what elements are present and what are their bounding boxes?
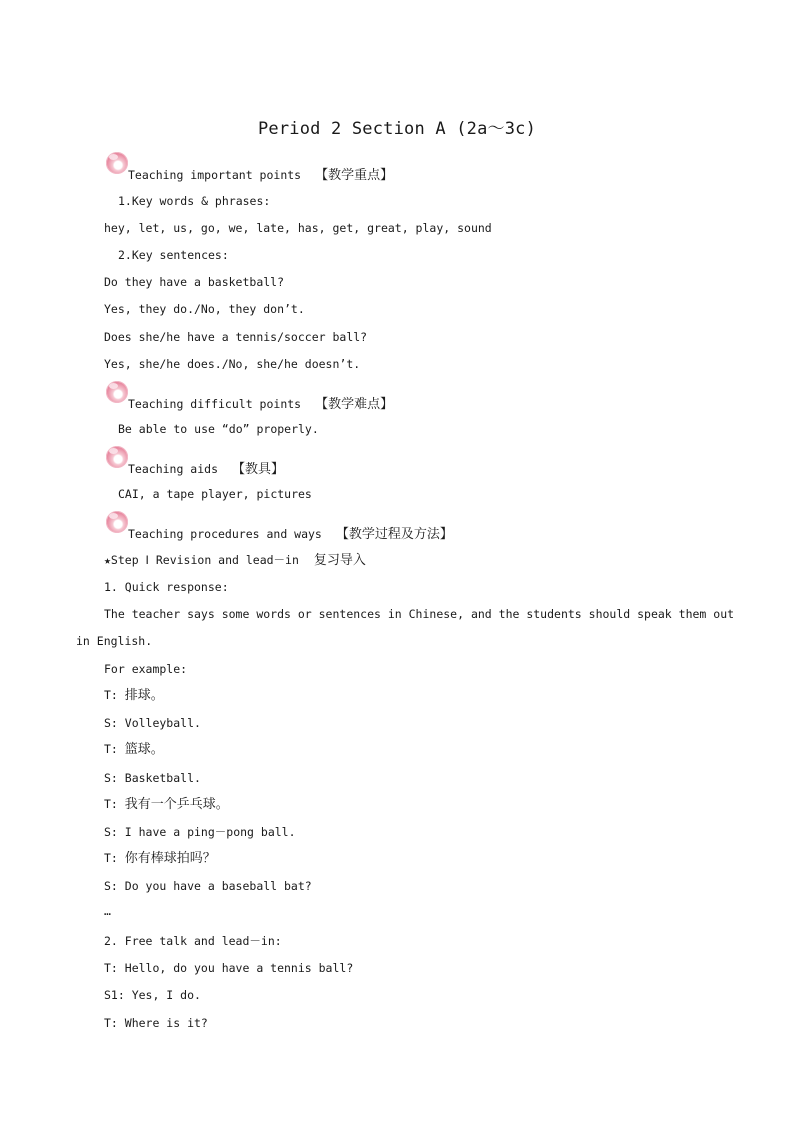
dialogue-line-student: S: Basketball. bbox=[104, 771, 201, 785]
key-words-list: hey, let, us, go, we, late, has, get, great, play, sound bbox=[104, 221, 492, 235]
section-heading-important bbox=[128, 164, 393, 183]
section-label-zh: 【教学重点】 bbox=[315, 168, 394, 183]
for-example: For example: bbox=[104, 662, 188, 676]
dialogue-text-zh: 篮球。 bbox=[124, 742, 164, 757]
section-heading-difficult bbox=[128, 393, 393, 412]
dialogue-line-teacher: T: Where is it? bbox=[104, 1016, 208, 1030]
difficult-text: Be able to use “do” properly. bbox=[118, 422, 319, 436]
speaker-prefix: T: bbox=[104, 797, 125, 811]
dialogue-line-student: S: I have a ping－pong ball. bbox=[104, 825, 296, 839]
flower-bullet-icon bbox=[106, 511, 128, 533]
section-label: Teaching difficult points bbox=[128, 397, 302, 411]
page-title: Period 2 Section A (2a～3c) bbox=[257, 119, 537, 139]
step-heading bbox=[104, 552, 366, 569]
key-sentence: Does she/he have a tennis/soccer ball? bbox=[104, 330, 368, 344]
dialogue-line-teacher bbox=[104, 687, 164, 704]
dialogue-line-student: S: Volleyball. bbox=[104, 716, 201, 730]
flower-bullet-icon bbox=[106, 152, 128, 174]
section-label: Teaching procedures and ways bbox=[128, 527, 322, 541]
section-label: Teaching aids bbox=[128, 462, 219, 476]
speaker-prefix: T: bbox=[104, 688, 125, 702]
dialogue-text-zh: 你有棒球拍吗？ bbox=[124, 851, 216, 866]
dialogue-line-teacher: T: Hello, do you have a tennis ball? bbox=[104, 961, 354, 975]
dialogue-text-zh: 我有一个乒乓球。 bbox=[124, 797, 229, 812]
step-heading-en: ★Step Ⅰ Revision and lead－in bbox=[104, 553, 299, 567]
key-words-title: 1.Key words & phrases: bbox=[118, 194, 271, 208]
key-sentences-title: 2.Key sentences: bbox=[118, 248, 229, 262]
section-label-zh: 【教学难点】 bbox=[315, 397, 394, 412]
step-heading-zh: 复习导入 bbox=[313, 553, 366, 568]
dialogue-line-teacher bbox=[104, 796, 229, 813]
section-label: Teaching important points bbox=[128, 168, 302, 182]
speaker-prefix: T: bbox=[104, 851, 125, 865]
dialogue-line-student: S: Do you have a baseball bat? bbox=[104, 879, 312, 893]
dialogue-line-teacher bbox=[104, 850, 216, 867]
section-label-zh: 【教具】 bbox=[232, 462, 285, 477]
paragraph-line: The teacher says some words or sentences in Chinese, and the students should speak them out bbox=[104, 607, 735, 621]
key-sentence: Yes, they do./No, they don’t. bbox=[104, 302, 305, 316]
ellipsis: … bbox=[104, 904, 111, 918]
paragraph-line: in English. bbox=[76, 634, 153, 648]
dialogue-text-zh: 排球。 bbox=[124, 688, 164, 703]
dialogue-line-teacher bbox=[104, 741, 164, 758]
key-sentence: Do they have a basketball? bbox=[104, 275, 285, 289]
aids-text: CAI, a tape player, pictures bbox=[118, 487, 312, 501]
section-label-zh: 【教学过程及方法】 bbox=[335, 527, 453, 542]
free-talk-title: 2. Free talk and lead－in: bbox=[104, 934, 282, 948]
dialogue-line-student: S1: Yes, I do. bbox=[104, 988, 201, 1002]
section-heading-aids bbox=[128, 458, 284, 477]
quick-response-title: 1. Quick response: bbox=[104, 580, 229, 594]
speaker-prefix: T: bbox=[104, 742, 125, 756]
section-heading-procedures bbox=[128, 523, 453, 542]
flower-bullet-icon bbox=[106, 446, 128, 468]
flower-bullet-icon bbox=[106, 381, 128, 403]
key-sentence: Yes, she/he does./No, she/he doesn’t. bbox=[104, 357, 361, 371]
